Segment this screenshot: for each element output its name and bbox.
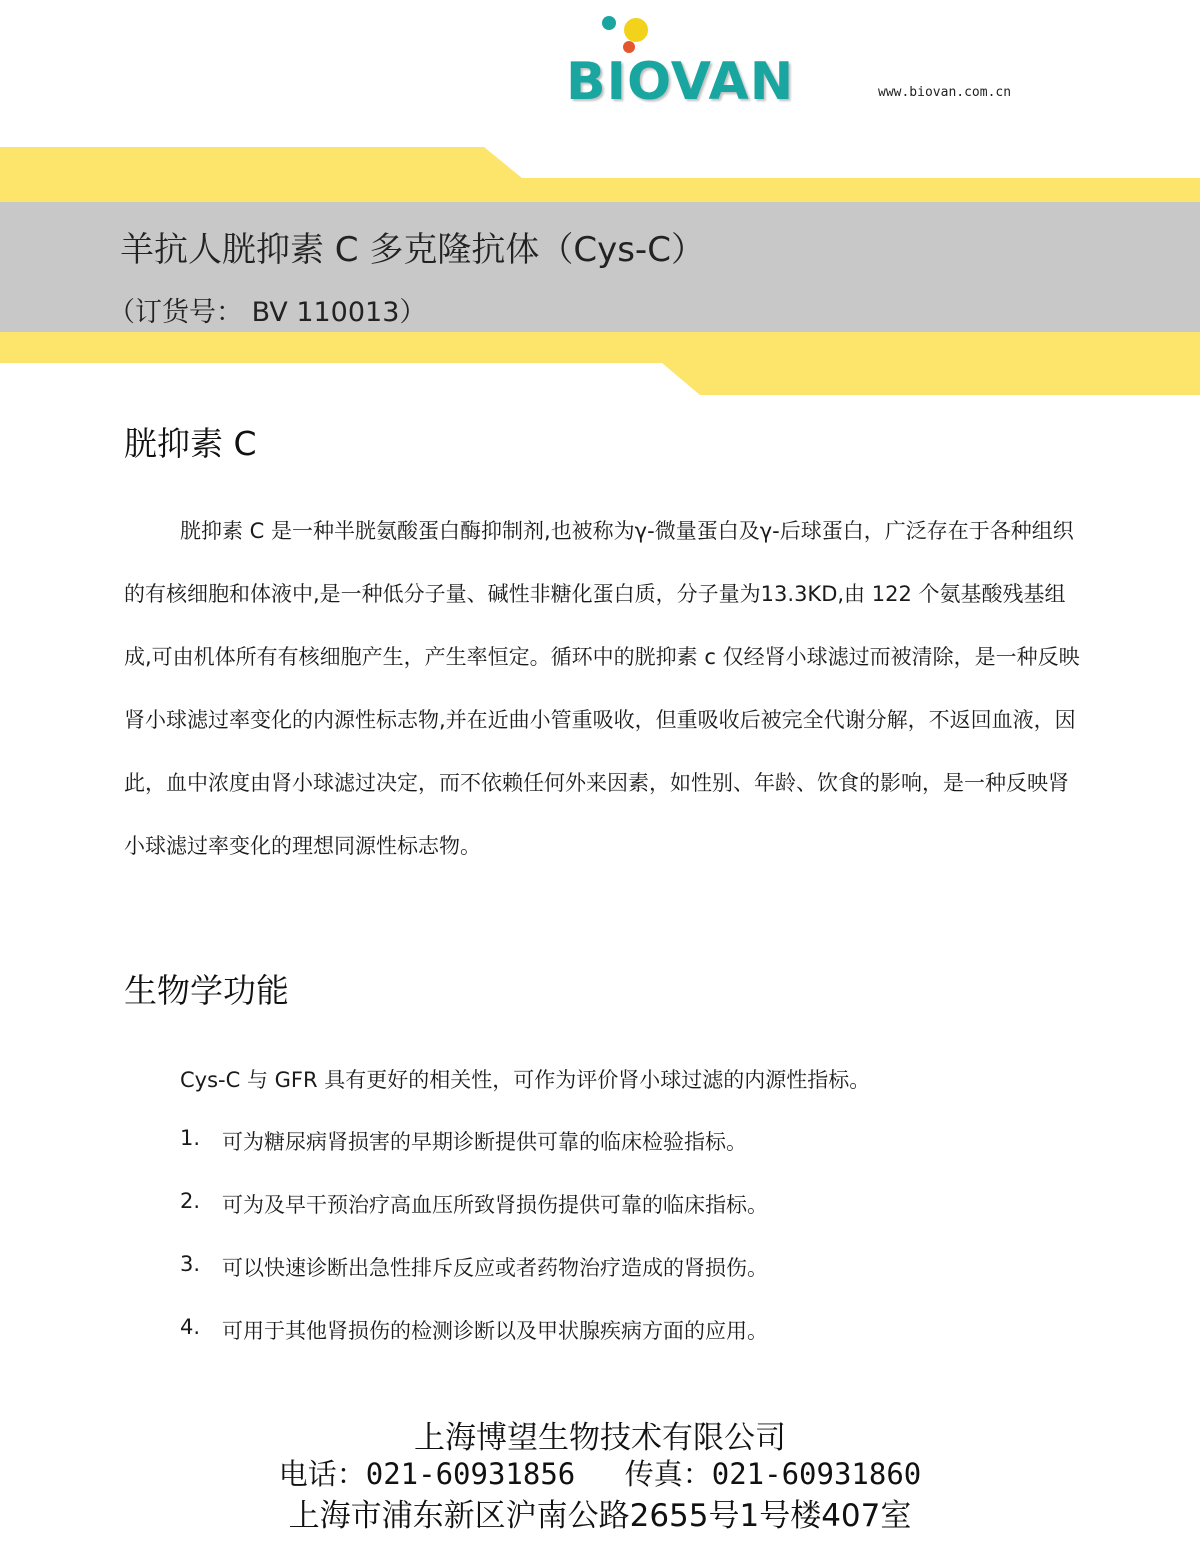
list-number: 1. — [180, 1126, 201, 1150]
list-item — [180, 1252, 768, 1315]
banner-bottom-stripe — [0, 332, 1200, 395]
banner-top-stripe — [0, 147, 1200, 203]
biovan-logo — [566, 10, 846, 112]
list-text: 可以快速诊断出急性排斥反应或者药物治疗造成的肾损伤。 — [222, 1256, 768, 1280]
section-heading-function: 生物学功能 — [124, 971, 289, 1010]
list-number: 3. — [180, 1252, 201, 1276]
function-list — [180, 1126, 768, 1378]
list-item — [180, 1315, 768, 1378]
list-item — [180, 1189, 768, 1252]
list-number: 2. — [180, 1189, 201, 1213]
logo-dot-teal — [602, 16, 616, 30]
product-title: 羊抗人胱抑素 C 多克隆抗体（Cys-C） — [120, 230, 705, 270]
list-text: 可用于其他肾损伤的检测诊断以及甲状腺疾病方面的应用。 — [222, 1319, 768, 1343]
website-url[interactable]: www.biovan.com.cn — [878, 85, 1012, 100]
function-intro: Cys-C 与 GFR 具有更好的相关性，可作为评价肾小球过滤的内源性指标。 — [180, 1068, 871, 1092]
fax-number: 传真：021-60931860 — [624, 1457, 922, 1491]
section-heading-cystatin: 胱抑素 C — [124, 424, 257, 463]
contact-line — [0, 1452, 1200, 1493]
phone-number: 电话：021-60931856 — [278, 1457, 576, 1491]
list-item — [180, 1126, 768, 1189]
logo-text: BIOVAN — [566, 52, 795, 112]
company-name: 上海博望生物技术有限公司 — [414, 1420, 786, 1456]
title-banner — [0, 145, 1200, 400]
company-address: 上海市浦东新区沪南公路2655号1号楼407室 — [288, 1498, 912, 1534]
order-number: （订货号： BV 110013） — [108, 297, 427, 328]
logo-dot-yellow — [624, 18, 648, 42]
cystatin-description: 胱抑素 C 是一种半胱氨酸蛋白酶抑制剂,也被称为γ-微量蛋白及γ-后球蛋白，广泛存在于各种组织的有核细胞和体液中,是一种低分子量、碱性非糖化蛋白质，分子量为13.3KD,由 122 个氨基酸残基组成,可由机体所有有核细胞产生，产生率恒定。循环中的胱抑素 c 仅经肾小球滤过而被清除，是一种反映肾小球滤过率变化的内源性标志物,并在近曲小管重吸收，但重吸收后被完全代谢分解，不返回血液，因此，血中浓度由肾小球滤过决定，而不依赖任何外来因素，如性别、年龄、饮食的影响，是一种反映肾小球滤过率变化的理想同源性标志物。 — [124, 519, 1080, 858]
list-text: 可为糖尿病肾损害的早期诊断提供可靠的临床检验指标。 — [222, 1130, 747, 1154]
list-number: 4. — [180, 1315, 201, 1339]
list-text: 可为及早干预治疗高血压所致肾损伤提供可靠的临床指标。 — [222, 1193, 768, 1217]
